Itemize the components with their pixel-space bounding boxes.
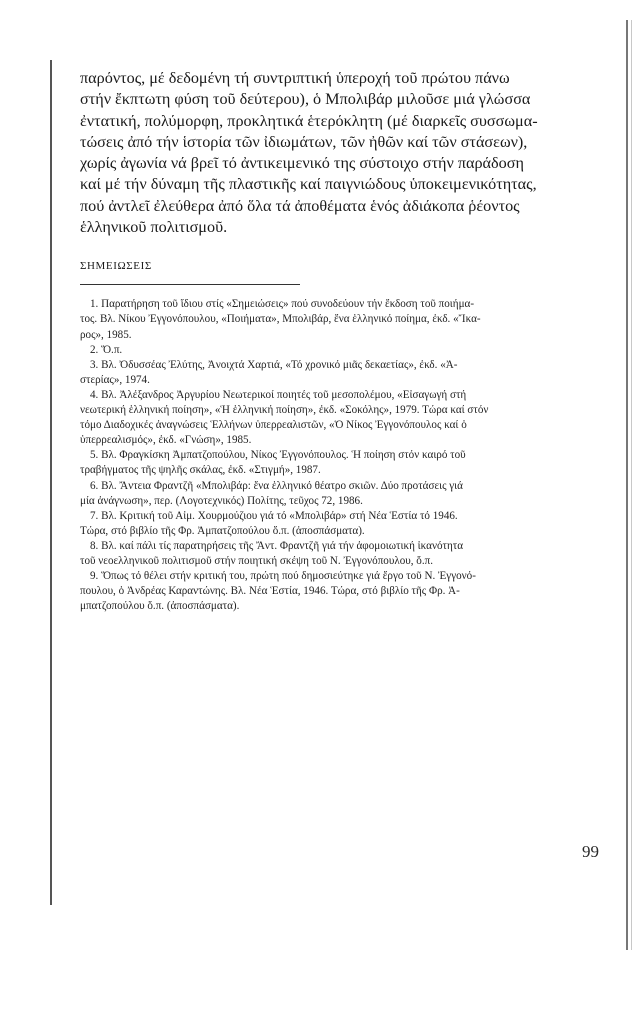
note-line: ρος», 1985. xyxy=(80,328,132,341)
note-line: 9. Ὅπως τό θέλει στήν κριτική του, πρώτη πού δημοσιεύτηκε γιά ἔργο τοῦ Ν. Ἐγγονό- xyxy=(90,570,476,583)
note-item xyxy=(80,448,558,478)
page-content xyxy=(80,68,558,614)
note-item xyxy=(80,479,558,509)
note-line: Τώρα, στό βιβλίο τῆς Φρ. Ἀμπατζοπούλου ὅ.π. (ἀποσπάσματα). xyxy=(80,524,365,537)
note-line: νεωτερική ἑλληνική ποίηση», «Ἡ ἑλληνική ποίηση», ἐκδ. «Σοκόλης», 1979. Τώρα καί στόν xyxy=(80,404,489,417)
page-edge-shadow xyxy=(631,20,632,950)
note-line: τοῦ νεοελληνικοῦ πολιτισμοῦ στήν ποιητική σκέψη τοῦ Ν. Ἐγγονόπουλου, ὅ.π. xyxy=(80,554,433,567)
page-number: 99 xyxy=(582,842,599,861)
note-item xyxy=(80,343,558,358)
body-paragraph xyxy=(80,68,558,238)
note-line: τος. Βλ. Νίκου Ἐγγονόπουλου, «Ποιήματα», Μπολιβάρ, ἕνα ἑλληνικό ποίημα, ἐκδ. «Ἴκα- xyxy=(80,313,481,326)
body-line: παρόντος, μέ δεδομένη τή συντριπτική ὑπεροχή τοῦ πρώτου πάνω xyxy=(80,69,510,87)
body-line: τώσεις ἀπό τήν ἱστορία τῶν ἰδιωμάτων, τῶν ἠθῶν καί τῶν στάσεων), xyxy=(80,132,528,151)
note-line: πουλου, ὁ Ἀνδρέας Καραντώνης. Βλ. Νέα Ἑστία, 1946. Τώρα, στό βιβλίο τῆς Φρ. Ἀ- xyxy=(80,585,460,598)
note-line: 4. Βλ. Ἀλέξανδρος Ἀργυρίου Νεωτερικοί ποιητές τοῦ μεσοπολέμου, «Εἰσαγωγή στή xyxy=(90,388,467,401)
note-item xyxy=(80,388,558,448)
note-item xyxy=(80,297,558,342)
body-line: καί μέ τήν δύναμη τῆς πλαστικῆς καί παιγνιώδους ὑποκειμενικότητας, xyxy=(80,175,537,194)
notes-heading: ΣΗΜΕΙΩΣΕΙΣ xyxy=(80,260,152,273)
note-line: μία ἀνάγνωση», περ. (Λογοτεχνικός) Πολίτης, τεῦχος 72, 1986. xyxy=(80,494,363,507)
note-line: στερίας», 1974. xyxy=(80,373,150,386)
note-line: μπατζοπούλου ὅ.π. (ἀποσπάσματα). xyxy=(80,600,240,613)
note-line: 3. Βλ. Ὀδυσσέας Ἐλύτης, Ἀνοιχτά Χαρτιά, «Τό χρονικό μιᾶς δεκαετίας», ἐκδ. «Ἀ- xyxy=(90,358,458,371)
note-item xyxy=(80,539,558,569)
note-line: ὑπερρεαλισμός», ἐκδ. «Γνώση», 1985. xyxy=(80,434,252,447)
note-item xyxy=(80,509,558,539)
note-line: τόμο Διαδοχικές ἀναγνώσεις Ἑλλήνων ὑπερρεαλιστῶν, «Ὁ Νίκος Ἐγγονόπουλος καί ὁ xyxy=(80,419,467,432)
note-line: 6. Βλ. Ἄντεια Φραντζῆ «Μπολιβάρ: ἕνα ἑλληνικό θέατρο σκιῶν. Δύο προτάσεις γιά xyxy=(90,479,463,492)
body-line: πού ἀντλεῖ ἐλεύθερα ἀπό ὅλα τά ἀποθέματα ἑνός ἀδιάκοπα ῥέοντος xyxy=(80,196,520,215)
note-line: 8. Βλ. καί πάλι τίς παρατηρήσεις τῆς Ἄντ. Φραντζῆ γιά τήν ἀφομοιωτική ἱκανότητα xyxy=(90,539,464,552)
body-line: χωρίς ἀγωνία νά βρεῖ τό ἀντικειμενικό της σύστοιχο στήν παράδοση xyxy=(80,154,524,173)
note-item xyxy=(80,358,558,388)
body-line: ἑλληνικοῦ πολιτισμοῦ. xyxy=(80,218,228,237)
note-line: τραβήγματος τῆς ψηλῆς σκάλας, ἐκδ. «Στιγμή», 1987. xyxy=(80,464,321,477)
page-edge-right xyxy=(626,20,628,950)
notes-list xyxy=(80,297,558,614)
body-line: ἐντατική, πολύμορφη, προκλητικά ἑτερόκλητη (μέ διαρκεῖς συσσωμα- xyxy=(80,111,538,130)
note-line: 7. Βλ. Κριτική τοῦ Αἰμ. Χουρμούζιου γιά τό «Μπολιβάρ» στή Νέα Ἑστία τό 1946. xyxy=(90,509,458,522)
body-line: στήν ἔκπτωτη φύση τοῦ δεύτερου), ὁ Μπολιβάρ μιλοῦσε μιά γλώσσα xyxy=(80,90,531,109)
note-line: 5. Βλ. Φραγκίσκη Ἀμπατζοπούλου, Νίκος Ἐγγονόπουλος. Ἡ ποίηση στόν καιρό τοῦ xyxy=(90,449,466,462)
note-line: 1. Παρατήρηση τοῦ ἴδιου στίς «Σημειώσεις» πού συνοδεύουν τήν ἔκδοση τοῦ ποιήμα- xyxy=(90,298,475,311)
notes-divider xyxy=(80,284,300,285)
page-edge-left xyxy=(50,60,52,905)
note-item xyxy=(80,569,558,614)
note-line: 2. Ὅ.π. xyxy=(90,343,123,356)
